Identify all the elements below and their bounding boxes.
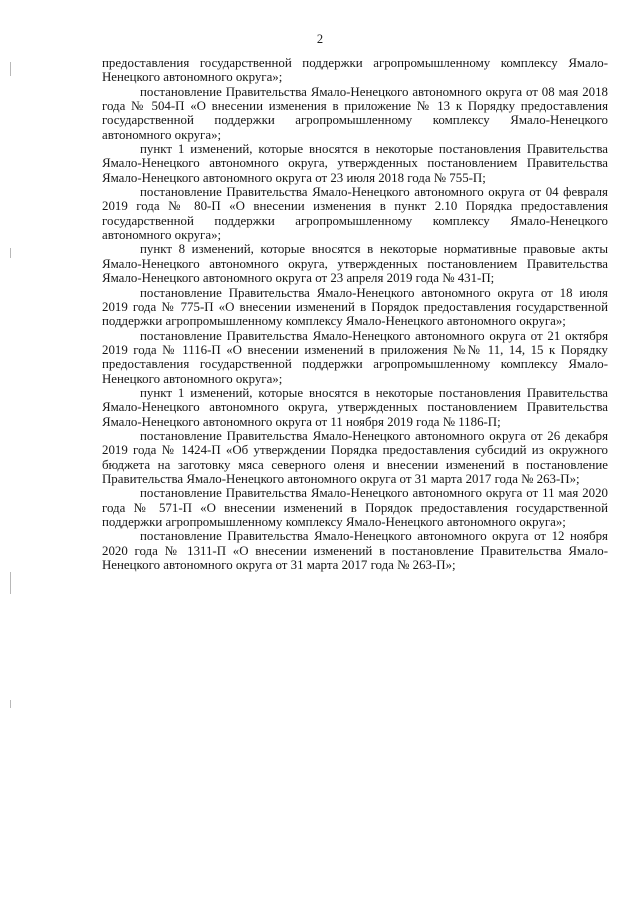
paragraph-resolution-1116p: постановление Правительства Ямало-Ненецкого автономного округа от 21 октября 2019 года № 1116-П «О внесении изменений в приложения №№ 11, 14, 15 к Порядку предоставления государственной поддержки агропромышленному комплексу Ямало-Ненецкого автономного округа»;: [102, 328, 608, 386]
paragraph-continuation: предоставления государственной поддержки агропромышленному комплексу Ямало-Ненецкого автономного округа»;: [102, 56, 608, 85]
paragraph-item-431p: пункт 8 изменений, которые вносятся в некоторые нормативные правовые акты Ямало-Ненецкого автономного округа, утвержденных постановлением Правительства Ямало-Ненецкого автономного округа от 23 апреля 2019 года № 431-П;: [102, 242, 608, 286]
paragraph-item-755p: пункт 1 изменений, которые вносятся в некоторые постановления Правительства Ямало-Ненецкого автономного округа, утвержденных постановлением Правительства Ямало-Ненецкого автономного округа от 23 июля 2018 года № 755-П;: [102, 142, 608, 185]
paragraph-resolution-1311p: постановление Правительства Ямало-Ненецкого автономного округа от 12 ноября 2020 года № 1311-П «О внесении изменений в постановление Правительства Ямало-Ненецкого автономного округа от 31 марта 2017 года № 263-П»;: [102, 529, 608, 573]
paragraph-resolution-80p: постановление Правительства Ямало-Ненецкого автономного округа от 04 февраля 2019 года № 80-П «О внесении изменения в пункт 2.10 Порядка предоставления государственной поддержки агропромышленному комплексу Ямало-Ненецкого автономного округа»;: [102, 185, 608, 243]
paragraph-item-1186p: пункт 1 изменений, которые вносятся в некоторые постановления Правительства Ямало-Ненецкого автономного округа, утвержденных постановлением Правительства Ямало-Ненецкого автономного округа от 11 ноября 2019 года № 1186-П;: [102, 385, 608, 429]
scan-margin-mark: [10, 62, 11, 76]
paragraph-resolution-571p: постановление Правительства Ямало-Ненецкого автономного округа от 11 мая 2020 года № 571-П «О внесении изменений в Порядок предоставления государственной поддержки агропромышленному комплексу Ямало-Ненецкого автономного округа»;: [102, 486, 608, 529]
page-number: 2: [316, 32, 324, 46]
paragraph-resolution-504p: постановление Правительства Ямало-Ненецкого автономного округа от 08 мая 2018 года № 504-П «О внесении изменения в приложение № 13 к Порядку предоставления государственной поддержки агропромышленному комплексу Ямало-Ненецкого автономного округа»;: [102, 84, 608, 142]
document-body: [102, 56, 608, 572]
paragraph-resolution-1424p: постановление Правительства Ямало-Ненецкого автономного округа от 26 декабря 2019 года № 1424-П «Об утверждении Порядка предоставления субсидий из окружного бюджета на заготовку мяса северного оленя и внесении изменений в постановление Правительства Ямало-Ненецкого автономного округа от 31 марта 2017 года № 263-П»;: [102, 428, 608, 486]
scan-margin-mark: [10, 572, 11, 594]
scan-margin-mark: [10, 700, 11, 708]
scan-margin-mark: [10, 248, 11, 258]
paragraph-resolution-775p: постановление Правительства Ямало-Ненецкого автономного округа от 18 июля 2019 года № 775-П «О внесении изменений в Порядок предоставления государственной поддержки агропромышленному комплексу Ямало-Ненецкого автономного округа»;: [102, 285, 608, 329]
